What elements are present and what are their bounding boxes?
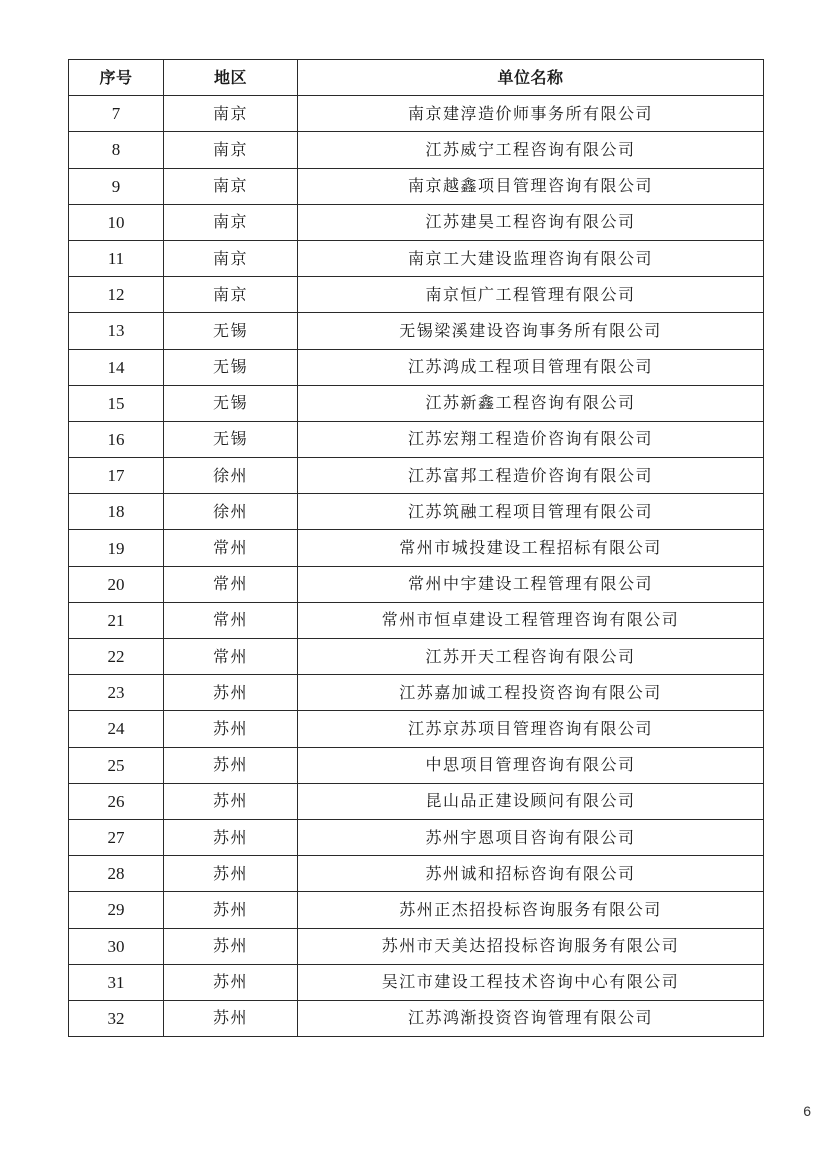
cell-region: 无锡 [164,313,298,349]
cell-region: 苏州 [164,783,298,819]
cell-region: 苏州 [164,747,298,783]
table-row [69,602,764,638]
cell-unit-name: 苏州正杰招投标咨询服务有限公司 [298,892,764,928]
cell-region: 苏州 [164,928,298,964]
table-header [69,60,764,96]
header-region: 地区 [164,60,298,96]
table-row [69,711,764,747]
cell-unit-name: 江苏筑融工程项目管理有限公司 [298,494,764,530]
table-row [69,892,764,928]
cell-unit-name: 昆山品正建设顾问有限公司 [298,783,764,819]
cell-region: 苏州 [164,892,298,928]
cell-number: 10 [69,204,164,240]
cell-number: 15 [69,385,164,421]
cell-unit-name: 江苏京苏项目管理咨询有限公司 [298,711,764,747]
table-row [69,96,764,132]
cell-region: 无锡 [164,349,298,385]
cell-region: 苏州 [164,675,298,711]
cell-unit-name: 无锡梁溪建设咨询事务所有限公司 [298,313,764,349]
cell-unit-name: 南京越鑫项目管理咨询有限公司 [298,168,764,204]
table-row [69,385,764,421]
cell-number: 14 [69,349,164,385]
cell-number: 23 [69,675,164,711]
header-unit-name: 单位名称 [298,60,764,96]
cell-region: 苏州 [164,856,298,892]
cell-number: 9 [69,168,164,204]
cell-unit-name: 常州市恒卓建设工程管理咨询有限公司 [298,602,764,638]
cell-unit-name: 苏州宇恩项目咨询有限公司 [298,819,764,855]
table-body [69,96,764,1037]
cell-unit-name: 南京工大建设监理咨询有限公司 [298,240,764,276]
table-row [69,349,764,385]
table-row [69,675,764,711]
cell-number: 19 [69,530,164,566]
cell-number: 18 [69,494,164,530]
cell-region: 无锡 [164,421,298,457]
table-row [69,856,764,892]
cell-number: 32 [69,1000,164,1036]
table-row [69,928,764,964]
cell-number: 21 [69,602,164,638]
cell-unit-name: 江苏新鑫工程咨询有限公司 [298,385,764,421]
cell-region: 徐州 [164,458,298,494]
cell-number: 7 [69,96,164,132]
cell-unit-name: 南京恒广工程管理有限公司 [298,277,764,313]
table-row [69,277,764,313]
cell-region: 苏州 [164,711,298,747]
cell-number: 27 [69,819,164,855]
cell-number: 28 [69,856,164,892]
table-row [69,168,764,204]
table-row [69,204,764,240]
cell-unit-name: 江苏宏翔工程造价咨询有限公司 [298,421,764,457]
cell-number: 8 [69,132,164,168]
cell-region: 无锡 [164,385,298,421]
cell-unit-name: 常州中宇建设工程管理有限公司 [298,566,764,602]
table-row [69,494,764,530]
table-row [69,421,764,457]
unit-list-table [68,59,764,1037]
header-row [69,60,764,96]
cell-number: 22 [69,639,164,675]
header-number: 序号 [69,60,164,96]
cell-region: 苏州 [164,964,298,1000]
cell-region: 苏州 [164,1000,298,1036]
cell-region: 南京 [164,96,298,132]
cell-region: 常州 [164,566,298,602]
table-row [69,819,764,855]
cell-unit-name: 江苏鸿成工程项目管理有限公司 [298,349,764,385]
cell-unit-name: 常州市城投建设工程招标有限公司 [298,530,764,566]
cell-region: 南京 [164,168,298,204]
table-row [69,240,764,276]
cell-number: 26 [69,783,164,819]
table-row [69,783,764,819]
cell-unit-name: 吴江市建设工程技术咨询中心有限公司 [298,964,764,1000]
cell-number: 30 [69,928,164,964]
cell-number: 24 [69,711,164,747]
cell-number: 17 [69,458,164,494]
table-row [69,1000,764,1036]
cell-region: 南京 [164,204,298,240]
table-row [69,566,764,602]
cell-region: 南京 [164,132,298,168]
cell-number: 11 [69,240,164,276]
cell-region: 南京 [164,240,298,276]
cell-number: 20 [69,566,164,602]
cell-unit-name: 中思项目管理咨询有限公司 [298,747,764,783]
cell-region: 徐州 [164,494,298,530]
cell-number: 25 [69,747,164,783]
cell-number: 12 [69,277,164,313]
table-row [69,964,764,1000]
cell-unit-name: 江苏鸿渐投资咨询管理有限公司 [298,1000,764,1036]
table-row [69,313,764,349]
cell-number: 13 [69,313,164,349]
cell-unit-name: 苏州诚和招标咨询有限公司 [298,856,764,892]
cell-number: 29 [69,892,164,928]
page-number: 6 [803,1103,811,1119]
cell-unit-name: 江苏威宁工程咨询有限公司 [298,132,764,168]
cell-unit-name: 江苏嘉加诚工程投资咨询有限公司 [298,675,764,711]
cell-unit-name: 苏州市天美达招投标咨询服务有限公司 [298,928,764,964]
table-row [69,639,764,675]
table-row [69,747,764,783]
cell-unit-name: 江苏建昊工程咨询有限公司 [298,204,764,240]
table-row [69,530,764,566]
cell-unit-name: 江苏开天工程咨询有限公司 [298,639,764,675]
cell-unit-name: 南京建淳造价师事务所有限公司 [298,96,764,132]
table-row [69,458,764,494]
cell-number: 31 [69,964,164,1000]
cell-region: 常州 [164,602,298,638]
cell-number: 16 [69,421,164,457]
cell-region: 常州 [164,639,298,675]
cell-unit-name: 江苏富邦工程造价咨询有限公司 [298,458,764,494]
table-row [69,132,764,168]
cell-region: 苏州 [164,819,298,855]
cell-region: 常州 [164,530,298,566]
cell-region: 南京 [164,277,298,313]
